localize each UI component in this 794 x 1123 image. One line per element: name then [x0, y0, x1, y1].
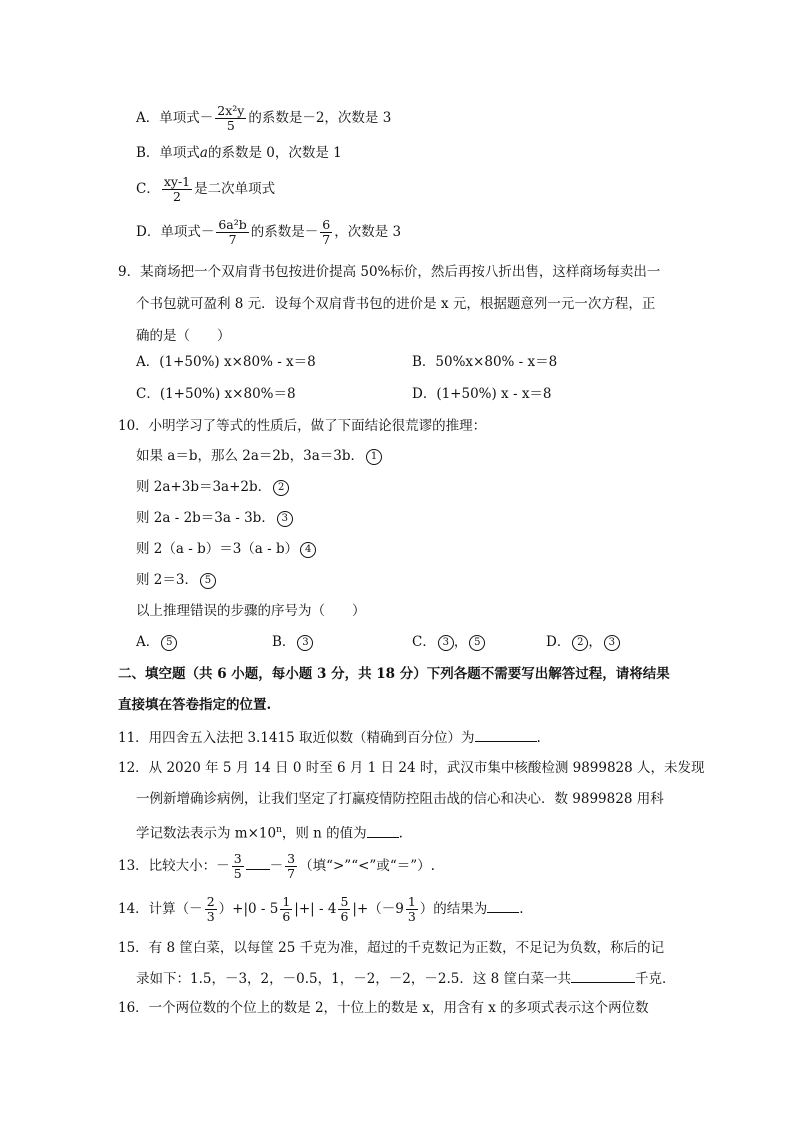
- q12-line3: [136, 820, 403, 844]
- q14-part2: ）+|0 - 5: [218, 901, 279, 917]
- q9-option-b: B．50%x×80% - x＝8: [412, 354, 558, 370]
- q8-d-prefix: D．单项式－: [136, 224, 215, 240]
- q15-line1: 15．有 8 筐白菜，以每筐 25 千克为准，超过的千克数记为正数，不足记为负数，称后的记: [118, 940, 665, 956]
- q14-denominator1: 3: [206, 909, 215, 924]
- q14-denominator2: 6: [282, 909, 291, 924]
- q10-c-marker2: 5: [469, 635, 485, 651]
- q8-d-numerator2: 6: [322, 217, 331, 232]
- q13-numerator1: 3: [233, 851, 242, 866]
- q10-c-comma: ，: [453, 634, 468, 650]
- q8-d-fraction2: [320, 218, 332, 247]
- q14-numerator3: 5: [340, 894, 349, 909]
- q8-d-denominator: 7: [228, 232, 237, 247]
- q14-numerator1: 2: [206, 894, 215, 909]
- q12-exponent: n: [276, 825, 282, 835]
- q14: [118, 895, 524, 924]
- q10-d-comma: ，: [588, 634, 602, 650]
- q9-line1: 9．某商场把一个双肩背书包按进价提高 50%标价，然后再按八折出售，这样商场每卖出一: [118, 264, 661, 280]
- q9-option-c: C．(1+50%) x×80%＝8: [136, 386, 296, 402]
- q10-option-c: [412, 632, 485, 652]
- q13-middle: －: [269, 858, 284, 874]
- q10-step2-text: 则 2a+3b＝3a+2b．: [136, 479, 272, 495]
- q13: [118, 852, 435, 881]
- q8-option-b: [136, 143, 342, 163]
- q10-step1-marker: 1: [366, 449, 382, 465]
- q14-fraction4: [406, 895, 418, 924]
- q9-line3: 确的是（ ）: [136, 328, 231, 344]
- q8-a-fraction: [215, 104, 246, 133]
- q13-fraction1: [232, 852, 244, 881]
- q15-line2-text: 录如下：1.5，－3，2，－0.5，1，－2，－2，－2.5．这 8 筐白菜一共: [136, 971, 572, 987]
- q14-fraction3: [338, 895, 350, 924]
- q14-numerator4: 1: [407, 894, 416, 909]
- q13-prefix: 13．比较大小：－: [118, 858, 230, 874]
- q10-step5: [136, 570, 216, 590]
- q10-d-marker2: 3: [604, 635, 620, 651]
- q8-a-numerator: 2x²y: [217, 103, 245, 118]
- q14-part4: |+（－9: [352, 901, 404, 917]
- q10-step4-marker: 4: [300, 542, 316, 558]
- q8-d-numerator: 6a²b: [218, 217, 247, 232]
- q13-denominator2: 7: [287, 866, 296, 881]
- q12-line3-a: 学记数法表示为 m×10: [136, 825, 277, 842]
- q10-d-label: D．: [546, 634, 571, 650]
- q10-step5-text: 则 2＝3．: [136, 572, 198, 588]
- q8-b-suffix: 的系数是 0，次数是 1: [207, 145, 342, 161]
- q10-option-a: [136, 632, 177, 652]
- q11-end: .: [536, 730, 541, 746]
- q13-numerator2: 3: [287, 851, 296, 866]
- q10-option-d: [546, 632, 620, 652]
- section2-heading-line1: 二、填空题（共 6 小题，每小题 3 分，共 18 分）下列各题不需要写出解答过程，请将结果: [118, 666, 670, 682]
- q10-step1: [136, 446, 382, 466]
- q8-c-fraction: [162, 175, 192, 204]
- q12-answer-blank[interactable]: [367, 823, 399, 838]
- q11: [118, 727, 541, 748]
- q14-part3: |+| - 4: [294, 901, 337, 917]
- q10-step3-marker: 3: [277, 511, 293, 527]
- q8-c-suffix: 是二次单项式: [194, 181, 276, 197]
- q8-c-prefix: C．: [136, 181, 160, 197]
- q8-option-d: [136, 218, 401, 247]
- q10-d-marker1: 2: [572, 635, 588, 651]
- q8-a-suffix: 的系数是－2，次数是 3: [248, 110, 392, 126]
- q10-step3: [136, 508, 293, 528]
- q8-d-middle: 的系数是－: [250, 224, 319, 240]
- q10-step2: [136, 477, 289, 497]
- q8-b-prefix: B．单项式: [136, 145, 200, 161]
- q9-option-d: D．(1+50%) x - x＝8: [412, 386, 552, 402]
- q11-text: 11．用四舍五入法把 3.1415 取近似数（精确到百分位）为: [118, 730, 475, 746]
- q8-a-prefix: A．单项式－: [136, 110, 214, 126]
- q8-d-suffix: ，次数是 3: [334, 224, 402, 240]
- q10-stem: 10．小明学习了等式的性质后，做了下面结论很荒谬的推理：: [118, 418, 487, 434]
- q12-line3-b: ，则 n 的值为: [281, 825, 367, 842]
- q8-d-denominator2: 7: [322, 232, 331, 247]
- q10-b-label: B．: [272, 634, 296, 650]
- q14-answer-blank[interactable]: [487, 898, 519, 913]
- q10-b-marker: 3: [297, 635, 313, 651]
- q12-line1: 12．从 2020 年 5 月 14 日 0 时至 6 月 1 日 24 时，武汉市集中核酸检测 9899828 人，未发现: [118, 760, 705, 776]
- q10-step5-marker: 5: [200, 573, 216, 589]
- q9-line2: 个书包就可盈利 8 元．设每个双肩背书包的进价是 x 元，根据题意列一元一次方程，正: [136, 296, 656, 312]
- q15-unit: 千克．: [635, 971, 676, 987]
- q10-ask: 以上推理错误的步骤的序号为（ ）: [136, 603, 366, 619]
- q8-c-denominator: 2: [173, 189, 181, 204]
- q10-step3-text: 则 2a - 2b＝3a - 3b．: [136, 510, 275, 526]
- q10-c-label: C．: [412, 634, 436, 650]
- q12-line2: 一例新增确诊病例，让我们坚定了打赢疫情防控阻击战的信心和决心．数 9899828 用科: [136, 791, 664, 807]
- q14-prefix: 14．计算（－: [118, 901, 203, 917]
- q10-step4-text: 则 2（a - b）＝3（a - b）: [136, 541, 299, 557]
- q14-fraction1: [205, 895, 217, 924]
- q14-fraction2: [280, 895, 292, 924]
- q8-a-denominator: 5: [226, 118, 235, 133]
- q14-denominator4: 3: [407, 909, 416, 924]
- q10-c-marker1: 3: [438, 635, 454, 651]
- q13-denominator1: 5: [233, 866, 242, 881]
- q10-step4: [136, 539, 316, 559]
- q8-c-numerator: xy-1: [163, 174, 191, 189]
- q13-suffix: （填“>”“<”或“＝”）.: [299, 858, 435, 874]
- q8-option-c: [136, 175, 275, 204]
- q14-numerator2: 1: [282, 894, 291, 909]
- q14-end: .: [519, 901, 524, 917]
- q14-suffix: ）的结果为: [419, 901, 488, 917]
- q16-line1: 16．一个两位数的个位上的数是 2，十位上的数是 x，用含有 x 的多项式表示这个两位数: [118, 1000, 649, 1016]
- q15-answer-blank[interactable]: [571, 968, 635, 983]
- q10-a-label: A．: [136, 634, 160, 650]
- section2-heading-line2: 直接填在答卷指定的位置.: [118, 697, 272, 713]
- q13-fraction2: [285, 852, 297, 881]
- q10-a-marker: 5: [161, 635, 177, 651]
- q14-denominator3: 6: [340, 909, 349, 924]
- q9-option-a: A．(1+50%) x×80% - x＝8: [136, 354, 316, 370]
- q10-option-b: [272, 632, 313, 652]
- q8-b-variable: a: [199, 145, 208, 161]
- q15-line2: [136, 968, 676, 989]
- q11-answer-blank[interactable]: [475, 727, 537, 742]
- q8-d-fraction: [216, 218, 248, 247]
- q13-answer-blank[interactable]: [246, 855, 270, 870]
- q12-end: .: [398, 825, 403, 842]
- q8-option-a: [136, 104, 391, 133]
- q10-step2-marker: 2: [273, 480, 289, 496]
- q10-step1-text: 如果 a＝b，那么 2a＝2b，3a＝3b．: [136, 448, 365, 464]
